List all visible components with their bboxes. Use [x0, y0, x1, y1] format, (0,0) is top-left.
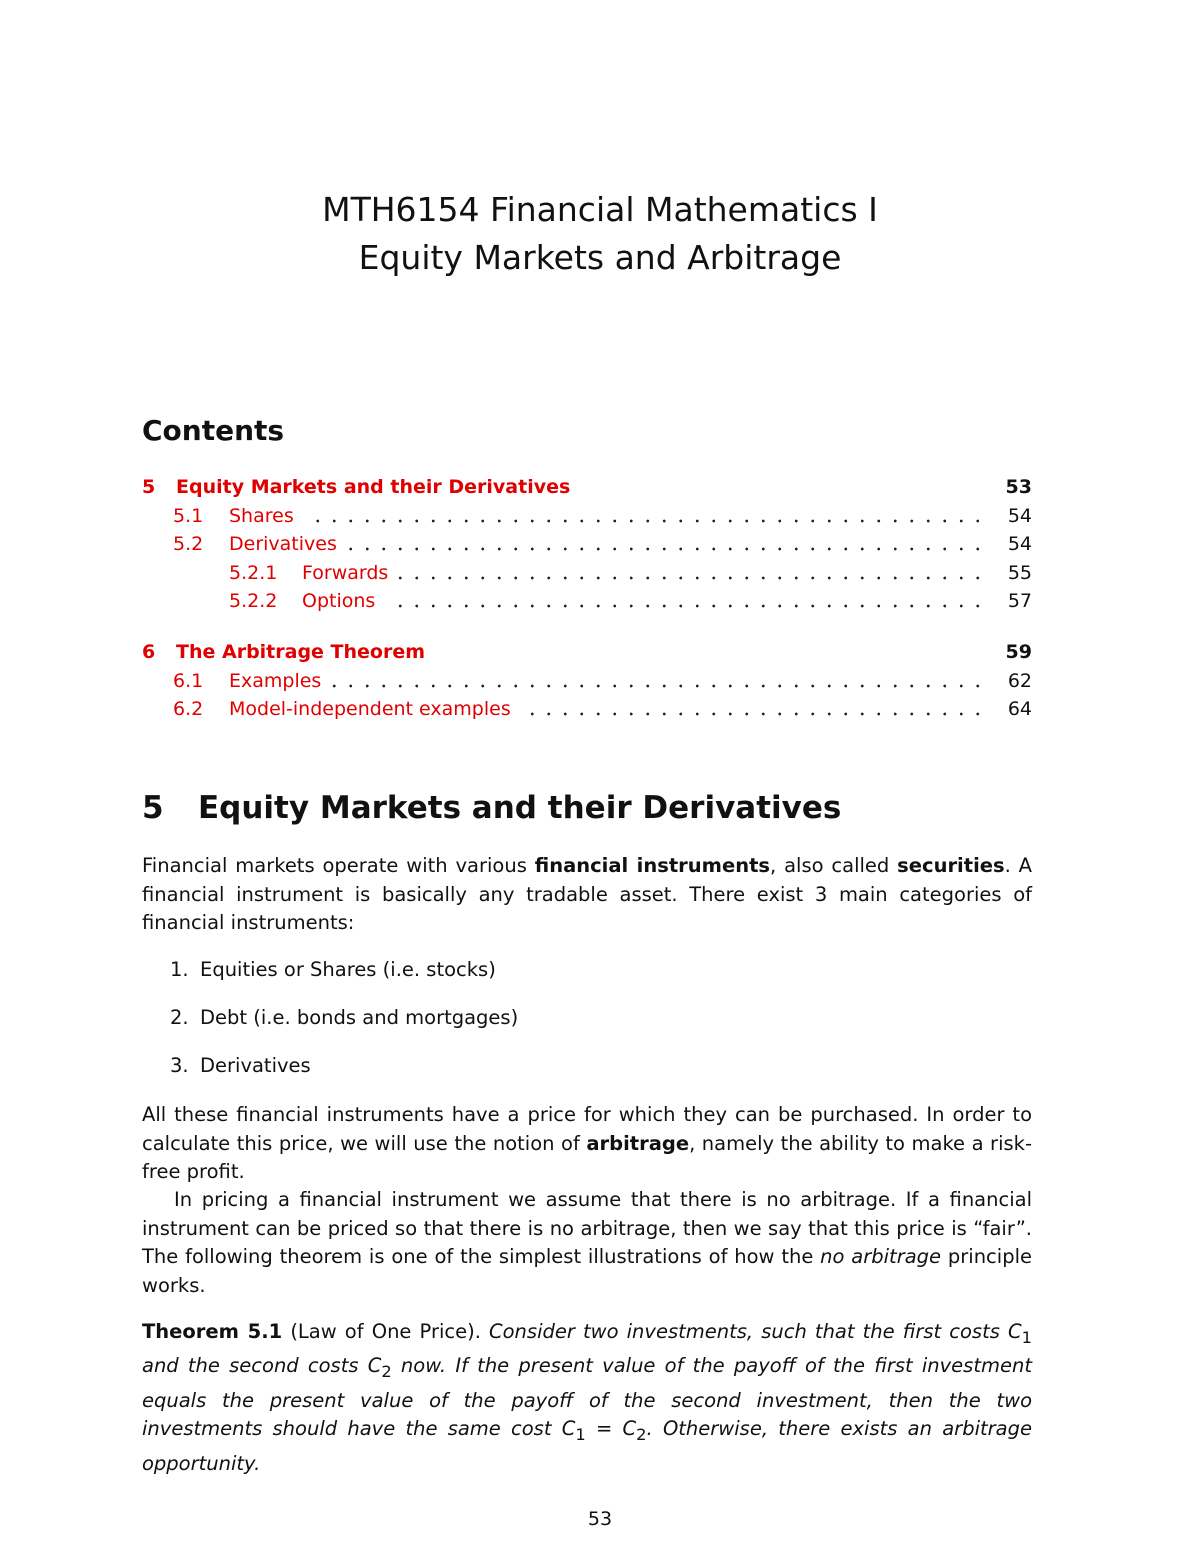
toc-link[interactable]: Model-independent examples [229, 698, 511, 720]
theorem-name: (Law of One Price). [282, 1320, 490, 1343]
toc-entry-section-6[interactable] [142, 641, 1032, 669]
toc-number: 5.2.2 [229, 590, 278, 612]
list-item: 3. Derivatives [170, 1054, 311, 1077]
toc-leader-dots [398, 575, 986, 581]
document-title: MTH6154 Financial Mathematics I [322, 190, 878, 229]
toc-number: 6.1 [173, 670, 204, 692]
list-item: 2. Debt (i.e. bonds and mortgages) [170, 1006, 519, 1029]
toc-page: 59 [1005, 641, 1032, 663]
toc-leader-dots [521, 711, 986, 717]
contents-heading: Contents [142, 414, 285, 447]
toc-link[interactable]: Forwards [302, 562, 389, 584]
term-securities: securities [897, 854, 1005, 877]
term-financial-instruments: financial instruments [534, 854, 771, 877]
document-subtitle: Equity Markets and Arbitrage [358, 238, 842, 277]
toc-entry-5-2[interactable] [142, 533, 1032, 561]
toc-leader-dots [304, 518, 986, 524]
pricing-paragraph: In pricing a financial instrument we assume that there is no arbitrage. If a financial instrument can be priced so that there is no arbitrage, then we say that this price is “fair”. The following theorem is one of the simplest illustrations of how the no arbitrage principle works. [142, 1188, 1032, 1297]
list-item: 1. Equities or Shares (i.e. stocks) [170, 958, 496, 981]
toc-number: 6 [142, 641, 156, 663]
toc-entry-5-1[interactable] [142, 505, 1032, 533]
arbitrage-paragraph: All these financial instruments have a price for which they can be purchased. In order to calculate this price, we will use the notion of arbitrage, namely the ability to make a risk-free profit. [142, 1103, 1032, 1183]
toc-page: 53 [1005, 476, 1032, 498]
toc-page: 55 [1007, 562, 1032, 584]
toc-number: 5 [142, 476, 156, 498]
toc-number: 5.1 [173, 505, 204, 527]
toc-entry-6-2[interactable] [142, 698, 1032, 726]
toc-leader-dots [331, 683, 986, 689]
toc-page: 54 [1007, 505, 1032, 527]
toc-link[interactable]: The Arbitrage Theorem [176, 641, 426, 663]
theorem-label: Theorem 5.1 [142, 1320, 283, 1343]
toc-page: 57 [1007, 590, 1032, 612]
toc-entry-5-2-1[interactable] [142, 562, 1032, 590]
theorem-5-1: Theorem 5.1 (Law of One Price). Consider two investments, such that the first costs $C_1$ and the second costs $C_2$ now. If the present value of the payoff of the first investment equals the present value of the payoff of the second investment, then the two investments should have the same cost $C_1 = C_2$. Otherwise, there exists an arbitrage opportunity. [142, 1320, 1032, 1475]
toc-entry-5-2-2[interactable] [142, 590, 1032, 618]
intro-paragraph: Financial markets operate with various financial instruments, also called securities. A financial instrument is basically any tradable asset. There exist 3 main categories of financial instruments: [142, 854, 1032, 934]
toc-link[interactable]: Shares [229, 505, 294, 527]
term-arbitrage: arbitrage [586, 1131, 690, 1155]
toc-leader-dots [347, 546, 986, 552]
toc-link[interactable]: Equity Markets and their Derivatives [176, 476, 571, 498]
toc-number: 5.2.1 [229, 562, 278, 584]
toc-entry-6-1[interactable] [142, 670, 1032, 698]
toc-page: 54 [1007, 533, 1032, 555]
section-heading [142, 790, 841, 826]
toc-link[interactable]: Derivatives [229, 533, 337, 555]
toc-leader-dots [385, 603, 986, 609]
toc-entry-section-5[interactable] [142, 476, 1032, 504]
section-number: 5 [142, 790, 164, 826]
toc-page: 62 [1007, 670, 1032, 692]
section-title: Equity Markets and their Derivatives [198, 790, 842, 826]
term-no-arbitrage: no arbitrage [820, 1245, 942, 1268]
toc-link[interactable]: Examples [229, 670, 322, 692]
toc-page: 64 [1007, 698, 1032, 720]
page-number: 53 [587, 1508, 613, 1530]
toc-number: 5.2 [173, 533, 204, 555]
toc-link[interactable]: Options [302, 590, 376, 612]
toc-number: 6.2 [173, 698, 204, 720]
